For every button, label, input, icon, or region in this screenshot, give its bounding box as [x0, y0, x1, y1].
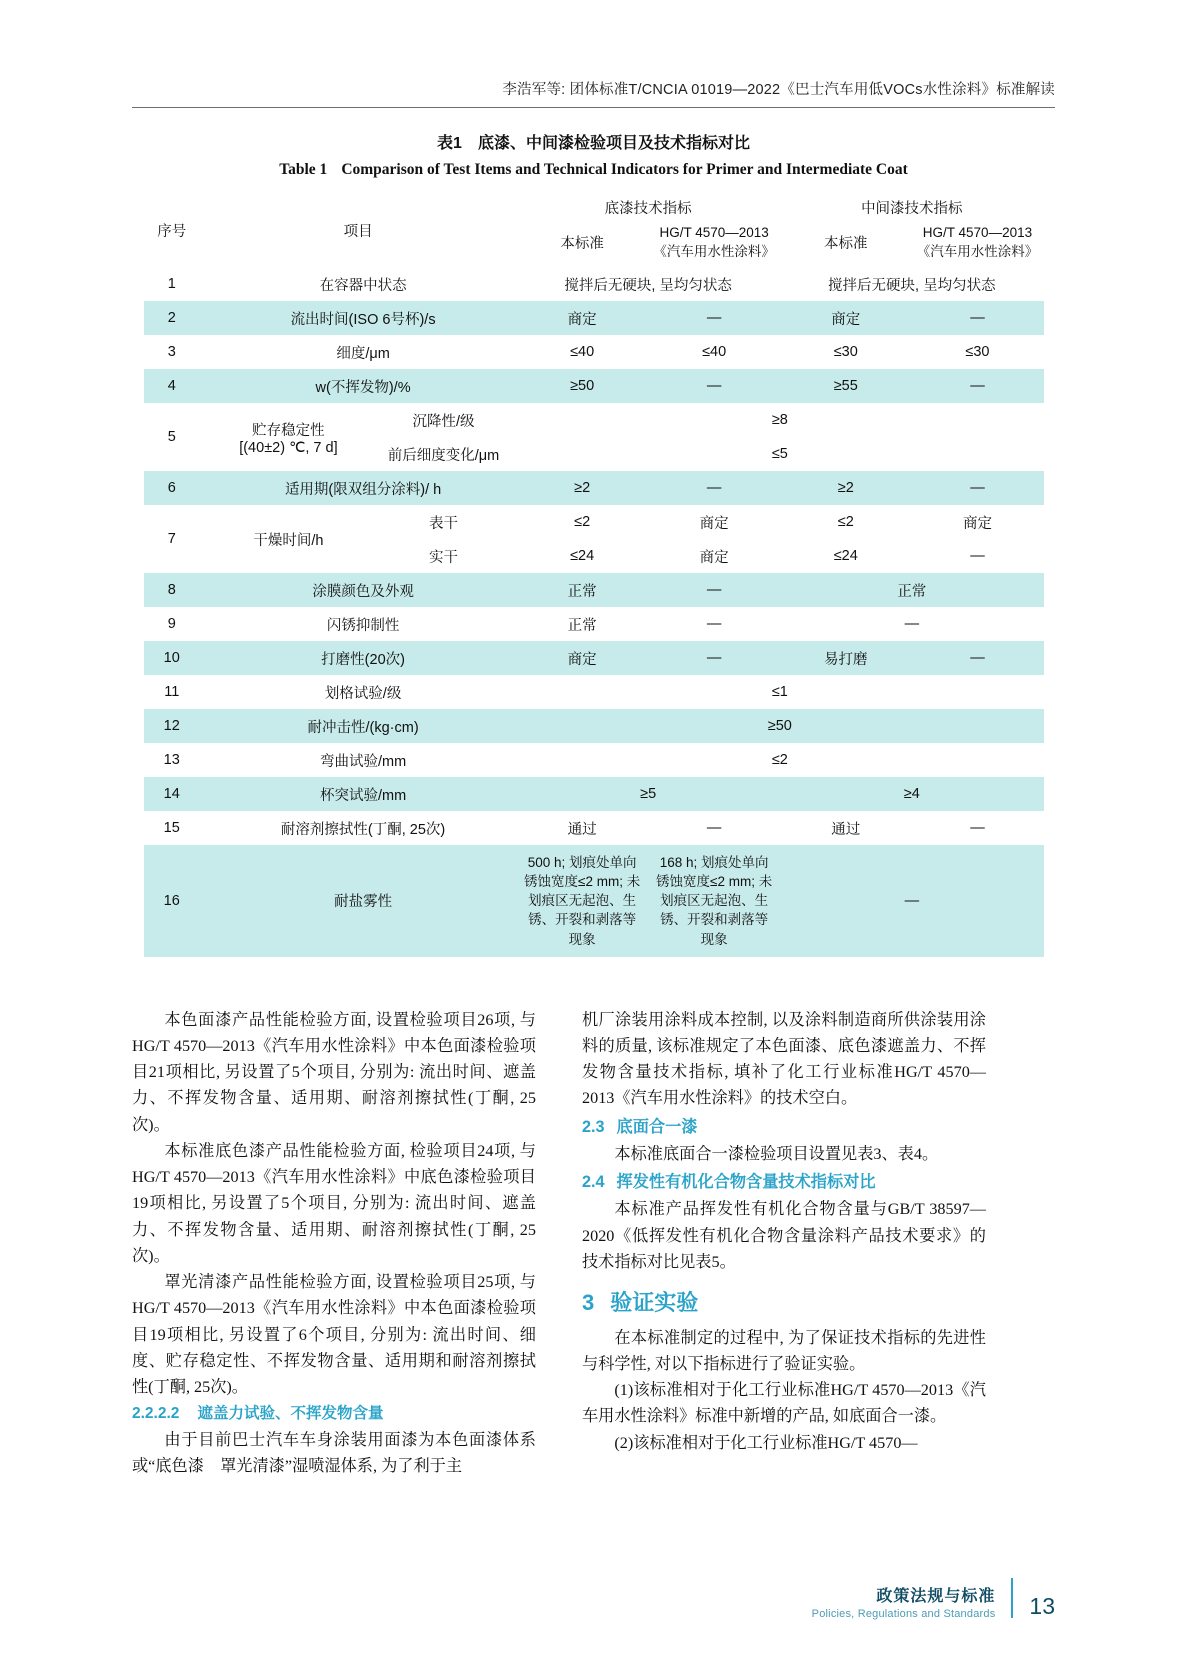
- paragraph: 本标准底色漆产品性能检验方面, 检验项目24项, 与HG/T 4570—2013《汽车用水性涂料》中底色漆检验项目19项相比, 另设置了5个项目, 分别为: 流出时间、遮盖力、不挥发物含量、适用期、耐溶剂擦拭性(丁酮, 25次)。: [132, 1141, 536, 1265]
- paragraph: 本标准底面合一漆检验项目设置见表3、表4。: [614, 1144, 939, 1163]
- row-primer-this: ≤40: [570, 344, 595, 360]
- table-row: [144, 811, 1044, 845]
- header-primer-this-std: 本标准: [560, 236, 604, 252]
- row-item: 细度/μm: [336, 345, 390, 362]
- body-columns: [132, 1007, 1055, 1479]
- row-no: 14: [144, 777, 200, 811]
- paragraph: 机厂涂装用涂料成本控制, 以及涂料制造商所供涂装用涂料的质量, 该标准规定了本色面漆、底色漆遮盖力、不挥发物含量技术指标, 填补了化工行业标准HG/T 4570—2013《汽车用水性涂料》的技术空白。: [582, 1010, 986, 1108]
- row-item: 在容器中状态: [319, 277, 407, 294]
- row-no: 10: [144, 641, 200, 675]
- row-primer-hg: —: [648, 471, 780, 505]
- row-primer-hg: 商定: [699, 515, 729, 532]
- row-item-line1: 贮存稳定性: [252, 422, 325, 439]
- row-primer-this: 通过: [567, 821, 597, 838]
- table-row: [144, 267, 1044, 301]
- row-item: 打磨性(20次): [200, 641, 516, 675]
- header-inter-hg-std: [911, 222, 1043, 267]
- section-heading-23: [582, 1114, 986, 1140]
- paragraph: 在本标准制定的过程中, 为了保证技术指标的先进性与科学性, 对以下指标进行了验证实验。: [582, 1328, 986, 1373]
- row-no: 4: [144, 369, 200, 403]
- section-number: 2.4: [582, 1173, 605, 1192]
- table-row: [144, 641, 1044, 675]
- row-inter-this: ≥2: [780, 471, 911, 505]
- row-inter-hg: —: [911, 369, 1043, 403]
- row-item: 耐冲击性/(kg·cm): [200, 709, 516, 743]
- row-no: 11: [164, 684, 180, 700]
- row-item: 涂膜颜色及外观: [200, 573, 516, 607]
- table-row: [144, 845, 1044, 957]
- table-caption-en: [132, 161, 1055, 179]
- row-primer-hg: ≤40: [702, 344, 727, 360]
- row-no: 13: [163, 752, 180, 768]
- header-inter-hg-line2: 《汽车用水性涂料》: [916, 244, 1039, 259]
- row-primer-this: ≥2: [516, 471, 648, 505]
- row-primer-hg: —: [706, 820, 722, 836]
- running-head-rule: [132, 107, 1055, 108]
- section-title: 底面合一漆: [616, 1117, 698, 1136]
- comparison-table: [144, 190, 1044, 957]
- row-no: 15: [163, 820, 180, 836]
- row-inter-this: ≤30: [833, 344, 858, 360]
- row-item: 流出时间(ISO 6号杯)/s: [200, 301, 516, 335]
- row-no: 7: [167, 531, 176, 547]
- table-row: [144, 777, 1044, 811]
- row-no: 3: [167, 344, 176, 360]
- header-no: 序号: [157, 223, 187, 240]
- row-item-line2: [(40±2) ℃, 7 d]: [239, 439, 338, 456]
- table-caption-cn: 表1 底漆、中间漆检验项目及技术指标对比: [437, 135, 750, 152]
- footer-section-cn: 政策法规与标准: [876, 1588, 996, 1605]
- row-inter-this: 易打磨: [780, 641, 911, 675]
- table-caption-en-number: Table 1: [279, 161, 328, 178]
- section-heading-24: [582, 1169, 986, 1195]
- row-primer-this: 500 h; 划痕处单向锈蚀宽度≤2 mm; 未划痕区无起泡、生锈、开裂和剥落等现象: [516, 845, 648, 957]
- row-all-value: ≤1: [771, 684, 788, 700]
- row-item: 适用期(限双组分涂料)/ h: [200, 471, 516, 505]
- table-row: [144, 471, 1044, 505]
- row-primer-hg: —: [648, 641, 780, 675]
- section-heading-2222: [132, 1400, 536, 1426]
- row-inter-hg: —: [970, 820, 985, 836]
- row-primer-this: ≤24: [570, 548, 595, 564]
- table-row: [144, 709, 1044, 743]
- section-title: 验证实验: [610, 1290, 699, 1316]
- section-title: 遮盖力试验、不挥发物含量: [197, 1405, 384, 1423]
- footer-section-en: Policies, Regulations and Standards: [811, 1608, 996, 1620]
- row-item: 闪锈抑制性: [326, 617, 400, 634]
- page-number: 13: [1029, 1593, 1055, 1619]
- row-inter-hg: —: [911, 301, 1043, 335]
- header-primer-hg-std: [648, 222, 780, 267]
- table-row: [144, 335, 1044, 369]
- row-primer-this: ≤2: [574, 514, 591, 530]
- paragraph: (2)该标准相对于化工行业标准HG/T 4570—: [614, 1433, 918, 1452]
- row-no: 6: [144, 471, 200, 505]
- paragraph: (1)该标准相对于化工行业标准HG/T 4570—2013《汽车用水性涂料》标准中新增的产品, 如底面合一漆。: [582, 1381, 986, 1426]
- table-row: [144, 743, 1044, 777]
- table-row: [144, 369, 1044, 403]
- right-column: [582, 1007, 986, 1479]
- row-primer-hg: 168 h; 划痕处单向锈蚀宽度≤2 mm; 未划痕区无起泡、生锈、开裂和剥落等现象: [648, 845, 780, 957]
- running-head: 李浩军等: 团体标准T/CNCIA 01019—2022《巴士汽车用低VOCs水性涂料》标准解读: [502, 82, 1055, 98]
- paragraph: 本标准产品挥发性有机化合物含量与GB/T 38597—2020《低挥发性有机化合物含量涂料产品技术要求》的技术指标对比见表5。: [582, 1200, 986, 1271]
- row-inter-hg: —: [970, 548, 985, 564]
- row-all-value: ≥8: [771, 412, 788, 428]
- table-caption-en-text: Comparison of Test Items and Technical Indicators for Primer and Intermediate Coat: [341, 161, 908, 178]
- table-head: [144, 190, 1044, 267]
- row-primer-this: 商定: [516, 301, 648, 335]
- table-row: [144, 573, 1044, 607]
- page: [0, 78, 1187, 1678]
- row-primer-value: ≥5: [516, 777, 780, 811]
- row-item: 耐盐雾性: [200, 845, 516, 957]
- footer-texts: [812, 1583, 996, 1620]
- row-all-value: ≤5: [771, 446, 788, 462]
- row-inter-value: ≥4: [780, 777, 1043, 811]
- row-no: 8: [144, 573, 200, 607]
- row-no: 1: [167, 276, 176, 292]
- row-primer-hg: —: [706, 616, 722, 632]
- row-no: 16: [144, 845, 200, 957]
- row-inter-this: ≥55: [780, 369, 911, 403]
- header-item: 项目: [343, 223, 373, 240]
- row-inter-this: ≤2: [837, 514, 854, 530]
- row-primer-hg: —: [648, 573, 780, 607]
- row-primer-hg: —: [648, 301, 780, 335]
- table-row: [144, 607, 1044, 641]
- row-inter-value: —: [780, 845, 1043, 957]
- paragraph: 由于目前巴士汽车车身涂装用面漆为本色面漆体系或“底色漆 罩光清漆”湿喷湿体系, 为了利于主: [132, 1430, 536, 1475]
- row-subitem: 前后细度变化/μm: [387, 447, 500, 464]
- row-subitem: 沉降性/级: [412, 413, 475, 430]
- row-inter-hg: ≤30: [965, 344, 990, 360]
- paragraph: 本色面漆产品性能检验方面, 设置检验项目26项, 与HG/T 4570—2013《汽车用水性涂料》中本色面漆检验项目21项相比, 另设置了5个项目, 分别为: 流出时间、遮盖力、不挥发物含量、适用期、耐溶剂擦拭性(丁酮, 25次)。: [132, 1010, 536, 1134]
- row-inter-this: 通过: [831, 821, 861, 838]
- header-inter-this-std: 本标准: [824, 236, 868, 252]
- section-number: 2.3: [582, 1117, 605, 1136]
- table-row: [144, 403, 1044, 437]
- row-primer-this: 正常: [516, 573, 648, 607]
- header-primer-hg-line2: 《汽车用水性涂料》: [653, 244, 775, 259]
- row-no: 5: [167, 429, 176, 445]
- row-item: 干燥时间/h: [253, 532, 324, 549]
- row-all-value: ≥50: [516, 709, 1043, 743]
- row-inter-this: 商定: [780, 301, 911, 335]
- paragraph: 罩光清漆产品性能检验方面, 设置检验项目25项, 与HG/T 4570—2013《汽车用水性涂料》中本色面漆检验项目19项相比, 另设置了6个项目, 分别为: 流出时间、细度、贮存稳定性、不挥发物含量、适用期和耐溶剂擦拭性(丁酮, 25次)。: [132, 1273, 536, 1397]
- row-inter-hg: 商定: [962, 515, 992, 532]
- page-footer: [812, 1578, 1055, 1620]
- table-row: [144, 505, 1044, 539]
- row-item: 杯突试验/mm: [200, 777, 516, 811]
- row-all-value: ≤2: [771, 752, 788, 768]
- row-primer-hg: —: [648, 369, 780, 403]
- row-no: 2: [144, 301, 200, 335]
- row-item: 划格试验/级: [324, 685, 402, 702]
- section-heading-3: [582, 1285, 986, 1321]
- row-no: 9: [167, 616, 176, 632]
- row-item: 弯曲试验/mm: [319, 753, 407, 770]
- row-inter-hg: —: [911, 641, 1043, 675]
- row-item: [200, 403, 367, 471]
- header-primer-group: 底漆技术指标: [604, 201, 692, 217]
- row-subitem: 实干: [429, 549, 458, 566]
- header-intermediate-group: 中间漆技术指标: [861, 201, 963, 217]
- header-inter-hg-line1: HG/T 4570—2013: [922, 225, 1033, 240]
- table-row: [144, 675, 1044, 709]
- left-column: [132, 1007, 536, 1479]
- row-primer-this: 正常: [567, 617, 597, 634]
- section-number: 2.2.2.2: [132, 1405, 180, 1423]
- row-inter-this: ≤24: [833, 548, 858, 564]
- section-number: 3: [582, 1290, 595, 1316]
- row-item: 耐溶剂擦拭性(丁酮, 25次): [280, 821, 446, 838]
- row-primer-hg: 商定: [699, 549, 729, 566]
- row-no: 12: [144, 709, 200, 743]
- row-subitem: 表干: [429, 515, 458, 532]
- row-inter-value: 搅拌后无硬块, 呈均匀状态: [828, 277, 996, 294]
- row-primer-this: ≥50: [516, 369, 648, 403]
- header-primer-hg-line1: HG/T 4570—2013: [659, 225, 769, 240]
- row-primer-value: 搅拌后无硬块, 呈均匀状态: [564, 277, 732, 294]
- footer-divider: [1011, 1578, 1013, 1618]
- row-inter-hg: —: [911, 471, 1043, 505]
- row-inter-value: 正常: [780, 573, 1043, 607]
- table-header-row-1: [144, 190, 1044, 222]
- row-primer-this: 商定: [516, 641, 648, 675]
- section-title: 挥发性有机化合物含量技术指标对比: [616, 1173, 876, 1192]
- row-item: w(不挥发物)/%: [200, 369, 516, 403]
- row-inter-value: —: [904, 616, 920, 632]
- table-row: [144, 301, 1044, 335]
- table-body: [144, 267, 1044, 957]
